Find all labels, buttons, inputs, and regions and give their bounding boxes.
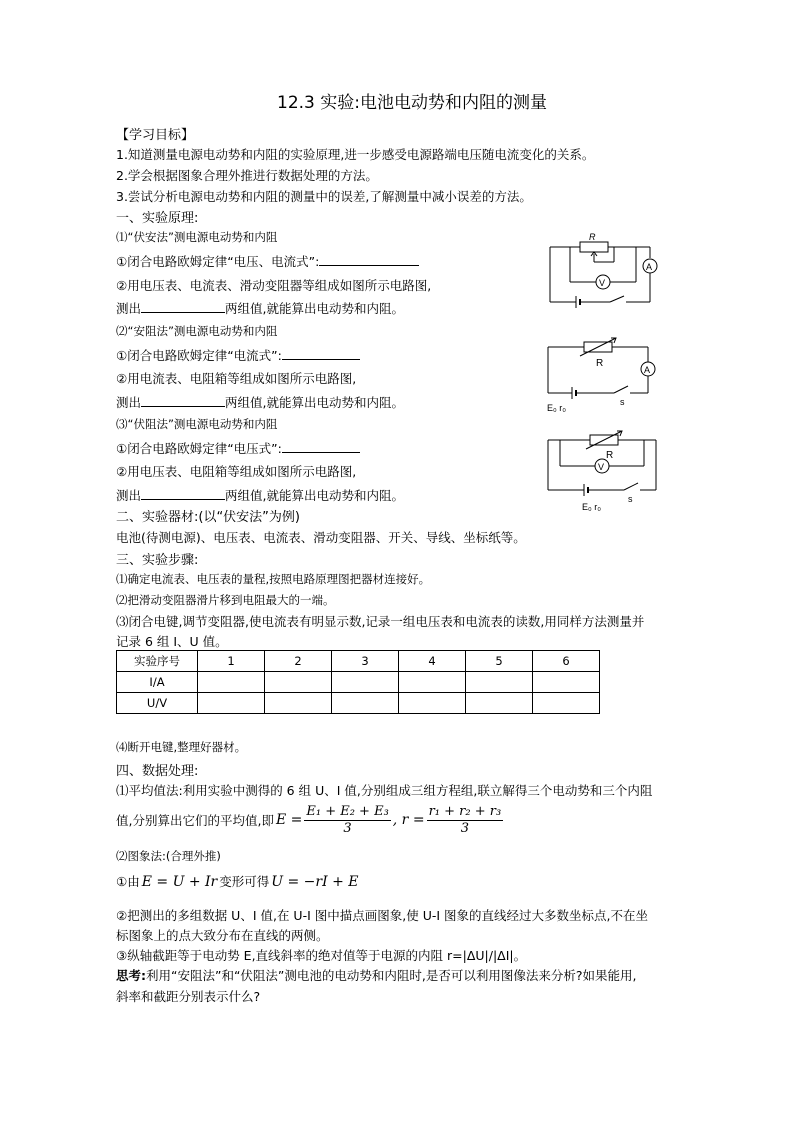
- table-row-label: I/A: [117, 672, 198, 693]
- switch-blade: [614, 386, 628, 393]
- table-cell[interactable]: [198, 693, 265, 714]
- step-2: ⑵把滑动变阻器滑片移到电阻最大的一端。: [116, 593, 335, 607]
- graph-step-2b: 标图象上的点大致分布在直线的两侧。: [116, 928, 329, 943]
- table-row: [117, 693, 600, 714]
- equipment-list: 电池(待测电源)、电压表、电流表、滑动变阻器、开关、导线、坐标纸等。: [116, 530, 526, 545]
- method1-title: ⑴“伏安法”测电源电动势和内阻: [116, 230, 278, 244]
- table-cell[interactable]: [265, 693, 332, 714]
- answer-blank[interactable]: [282, 347, 360, 360]
- voltmeter-label: V: [598, 462, 605, 472]
- principle-heading: 一、实验原理:: [116, 211, 199, 226]
- think-label: 思考:: [116, 968, 146, 983]
- method2-measure: 测出 两组值,就能算出电动势和内阻。: [116, 395, 404, 410]
- table-cell[interactable]: [198, 672, 265, 693]
- method2-title: ⑵“安阻法”测电源电动势和内阻: [116, 324, 278, 338]
- step-3a: ⑶闭合电键,调节变阻器,使电流表有明显示数,记录一组电压表和电流表的读数,用同样方法测量并: [116, 614, 645, 629]
- method1-law: ①闭合电路欧姆定律“电压、电流式”:: [116, 252, 419, 270]
- data-processing-heading: 四、数据处理:: [116, 764, 199, 779]
- table-header-label: 实验序号: [117, 651, 198, 672]
- resistor-label: R: [606, 450, 614, 461]
- average-method-line2: 值,分别算出它们的平均值,即 E = $\frac{\text{E₁ + E₂ + E₃}}{3}$ , r = $\frac{\text{r₁ + r₂ + r₃}}{3}$: [116, 803, 502, 836]
- table-header-row: [117, 651, 600, 672]
- graph-step-2a: ②把测出的多组数据 U、I 值,在 U-I 图中描点画图象,使 U-I 图象的直线经过大多数坐标点,不在坐: [116, 908, 648, 923]
- circuit-diagram-voltmeter-resistor: [540, 428, 666, 514]
- graph-method-heading: ⑵图象法:(合理外推): [116, 849, 221, 863]
- table-cell[interactable]: [399, 672, 466, 693]
- table-header-cell: 3: [332, 651, 399, 672]
- objective-2: 2.学会根据图象合理外推进行数据处理的方法。: [116, 168, 378, 183]
- equipment-heading: 二、实验器材:(以“伏安法”为例): [116, 510, 300, 525]
- answer-blank[interactable]: [141, 487, 225, 500]
- step-1: ⑴确定电流表、电压表的量程,按照电路原理图把器材连接好。: [116, 572, 431, 586]
- table-row: [117, 672, 600, 693]
- emf-label: E₀ r₀: [547, 403, 566, 413]
- switch-label: s: [620, 397, 625, 407]
- formula-r-lhs: , r =: [392, 812, 425, 828]
- think-question: 思考:利用“安阻法”和“伏阻法”测电池的电动势和内阻时,是否可以利用图像法来分析?如果能用,: [116, 968, 637, 983]
- step-3b: 记录 6 组 I、U 值。: [116, 634, 228, 649]
- switch-blade: [610, 296, 624, 302]
- resistor-label: R: [596, 358, 604, 369]
- table-header-cell: 5: [466, 651, 533, 672]
- voltmeter-label: V: [599, 278, 606, 288]
- circuit-diagram-ammeter-resistor: [540, 335, 666, 415]
- objective-1: 1.知道测量电源电动势和内阻的实验原理,进一步感受电源路端电压随电流变化的关系。: [116, 147, 595, 162]
- method3-title: ⑶“伏阻法”测电源电动势和内阻: [116, 417, 278, 431]
- formula-e-lhs: E =: [275, 812, 303, 828]
- data-table: [116, 650, 600, 714]
- table-cell[interactable]: [533, 672, 600, 693]
- method2-law: ①闭合电路欧姆定律“电流式”:: [116, 346, 360, 364]
- table-header-cell: 4: [399, 651, 466, 672]
- method1-circuit: ②用电压表、电流表、滑动变阻器等组成如图所示电路图,: [116, 278, 432, 293]
- table-header-cell: 1: [198, 651, 265, 672]
- table-cell[interactable]: [466, 672, 533, 693]
- table-cell[interactable]: [399, 693, 466, 714]
- table-cell[interactable]: [265, 672, 332, 693]
- rheostat-resistor: [580, 242, 608, 252]
- ammeter-label: A: [646, 262, 653, 272]
- answer-blank[interactable]: [141, 394, 225, 407]
- table-header-cell: 6: [533, 651, 600, 672]
- table-cell[interactable]: [332, 672, 399, 693]
- average-method-line1: ⑴平均值法:利用实验中测得的 6 组 U、I 值,分别组成三组方程组,联立解得三个电动势和三个内阻: [116, 783, 653, 798]
- switch-blade: [624, 483, 638, 490]
- think-question-cont: 斜率和截距分别表示什么?: [116, 989, 261, 1004]
- answer-blank[interactable]: [141, 300, 225, 313]
- steps-heading: 三、实验步骤:: [116, 553, 199, 568]
- formula-e-fraction: $\frac{\text{E₁ + E₂ + E₃}}{3}$: [306, 803, 389, 836]
- ammeter-label: A: [644, 365, 651, 375]
- step-4: ⑷断开电键,整理好器材。: [116, 740, 247, 754]
- answer-blank[interactable]: [282, 440, 360, 453]
- objectives-heading: 【学习目标】: [116, 128, 195, 143]
- method3-law: ①闭合电路欧姆定律“电压式”:: [116, 439, 360, 457]
- table-row-label: U/V: [117, 693, 198, 714]
- switch-label: s: [628, 494, 633, 504]
- table-cell[interactable]: [533, 693, 600, 714]
- graph-step-1: ①由 E = U + Ir 变形可得 U = −rI + E: [116, 874, 359, 890]
- graph-step-3: ③纵轴截距等于电动势 E,直线斜率的绝对值等于电源的内阻 r=|ΔU|/|ΔI|。: [116, 948, 527, 963]
- emf-label: E₀ r₀: [582, 502, 601, 512]
- page-title: 12.3 实验:电池电动势和内阻的测量: [277, 93, 547, 113]
- method1-measure: 测出 两组值,就能算出电动势和内阻。: [116, 301, 404, 316]
- objective-3: 3.尝试分析电源电动势和内阻的测量中的误差,了解测量中减小误差的方法。: [116, 189, 532, 204]
- method3-measure: 测出 两组值,就能算出电动势和内阻。: [116, 488, 404, 503]
- table-cell[interactable]: [466, 693, 533, 714]
- table-header-cell: 2: [265, 651, 332, 672]
- table-cell[interactable]: [332, 693, 399, 714]
- rheostat-label: R: [589, 232, 596, 242]
- method2-circuit: ②用电流表、电阻箱等组成如图所示电路图,: [116, 371, 357, 386]
- circuit-diagram-voltammeter: [540, 232, 666, 314]
- answer-blank[interactable]: [319, 253, 419, 266]
- formula-r-fraction: $\frac{\text{r₁ + r₂ + r₃}}{3}$: [428, 803, 502, 836]
- method3-circuit: ②用电压表、电阻箱等组成如图所示电路图,: [116, 464, 357, 479]
